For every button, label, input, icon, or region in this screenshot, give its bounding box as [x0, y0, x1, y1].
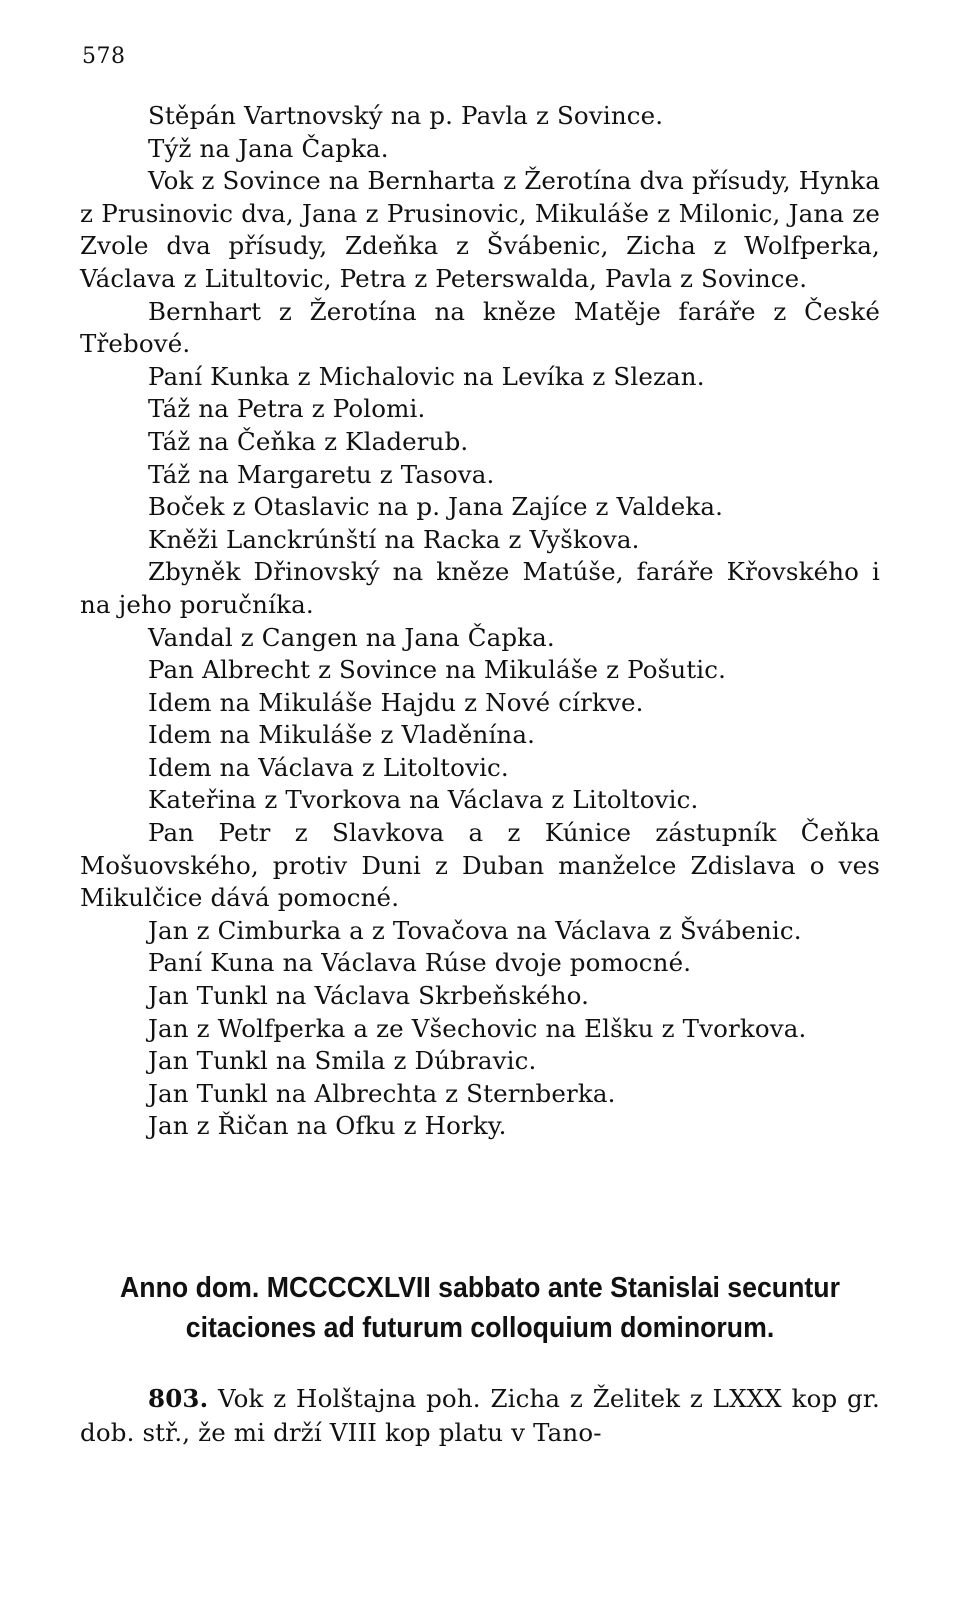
- paragraph: Táž na Margaretu z Tasova.: [148, 459, 495, 489]
- paragraph: Vok z Sovince na Bernharta z Žerotína dva přísudy, Hynka z Prusinovic dva, Jana z Prusinovic, Mikuláše z Milonic, Jana ze Zvole dva přísudy, Zdeňka z Švábenic, Zicha z Wolfperka, Václava z Litultovic, Petra z Peterswalda, Pavla z Sovince.: [80, 166, 880, 293]
- paragraph: Idem na Mikuláše z Vladěnína.: [148, 720, 536, 750]
- paragraph: Stěpán Vartnovský na p. Pavla z Sovince.: [148, 101, 664, 130]
- entry-text: Vok z Holštajna poh. Zicha z Želitek z LXXX kop gr. dob. stř., že mi drží VIII kop platu v Tano-: [80, 1384, 880, 1447]
- paragraph: Kateřina z Tvorkova na Václava z Litoltovic.: [148, 785, 699, 815]
- paragraph: Jan Tunkl na Albrechta z Sternberka.: [148, 1078, 616, 1108]
- paragraph: Zbyněk Dřinovský na kněze Matúše, faráře Křovského i na jeho poručníka.: [80, 557, 880, 619]
- paragraph: Kněži Lanckrúnští na Racka z Vyškova.: [148, 524, 640, 554]
- entry-803: [80, 1382, 880, 1450]
- paragraph: Boček z Otaslavic na p. Jana Zajíce z Valdeka.: [148, 492, 724, 522]
- paragraph: Jan Tunkl na Smila z Dúbravic.: [148, 1046, 537, 1076]
- body-text: [80, 100, 880, 1143]
- entry-number: 803.: [148, 1384, 209, 1413]
- paragraph: Bernhart z Žerotína na kněze Matěje faráře z České Třebové.: [80, 296, 880, 359]
- paragraph: Jan z Cimburka a z Tovačova na Václava z Švábenic.: [148, 915, 802, 945]
- paragraph: Pan Petr z Slavkova a z Kúnice zástupník Čeňka Mošuovského, protiv Duni z Duban manželce Zdislava o ves Mikulčice dává pomocné.: [80, 818, 880, 913]
- paragraph: Idem na Mikuláše Hajdu z Nové církve.: [148, 687, 644, 717]
- paragraph: Idem na Václava z Litoltovic.: [148, 752, 509, 782]
- paragraph: Jan Tunkl na Václava Skrbeňského.: [148, 981, 590, 1011]
- paragraph: Paní Kunka z Michalovic na Levíka z Slezan.: [148, 361, 705, 391]
- paragraph: Vandal z Cangen na Jana Čapka.: [148, 622, 555, 652]
- paragraph: Paní Kuna na Václava Rúse dvoje pomocné.: [148, 948, 692, 978]
- section-heading: Anno dom. MCCCCXLVII sabbato ante Stanislai secuntur citaciones ad futurum colloquium dominorum.: [120, 1272, 840, 1344]
- paragraph: Týž na Jana Čapka.: [148, 133, 389, 163]
- page-number: 578: [82, 44, 126, 69]
- paragraph: Jan z Řičan na Ofku z Horky.: [148, 1111, 507, 1141]
- paragraph: Táž na Petra z Polomi.: [148, 394, 426, 424]
- paragraph: Jan z Wolfperka a ze Všechovic na Elšku z Tvorkova.: [148, 1013, 807, 1043]
- paragraph: Pan Albrecht z Sovince na Mikuláše z Pošutic.: [148, 655, 727, 685]
- paragraph: Táž na Čeňka z Kladerub.: [148, 426, 469, 456]
